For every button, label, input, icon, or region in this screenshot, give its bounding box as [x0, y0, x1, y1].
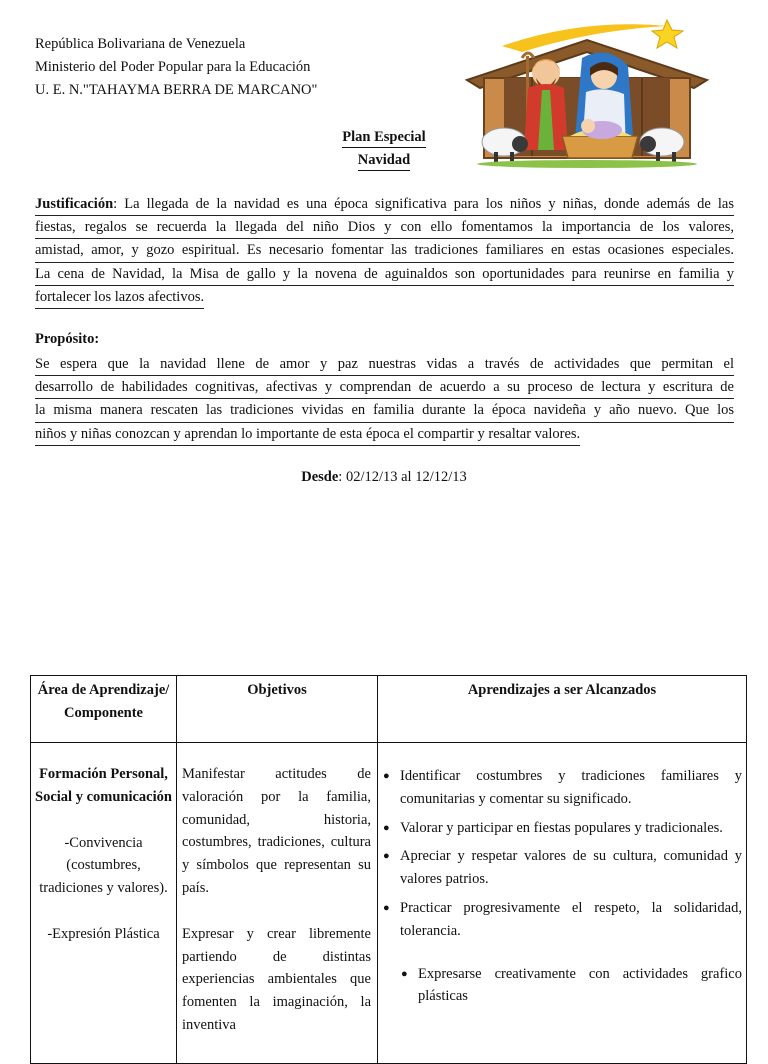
desde-value: 02/12/13 al 12/12/13	[342, 469, 467, 485]
justificacion-paragraph	[35, 193, 734, 317]
area-cell	[31, 743, 177, 1064]
aprendizajes-list	[382, 765, 742, 1008]
proposito-line-2: desarrollo de habilidades cognitivas, afectivas y comprendan de acuerdo a su proceso de lectura y escritura de	[35, 376, 734, 399]
objetivo-2: Expresar y crear libremente partiendo de distintas experiencias ambientales que fomenten la imaginación, la inventiva	[182, 925, 371, 1033]
aprendizaje-item-5: ● Expresarse creativamente con actividades grafico plásticas	[400, 963, 742, 1009]
objetivos-cell	[177, 743, 378, 1064]
table-row	[31, 743, 747, 1064]
plan-title-line: Plan Especial	[342, 127, 425, 148]
proposito-line-3: la misma manera rescaten las tradiciones vividas en familia durante la época navideña y año nuevo. Que los	[35, 399, 734, 422]
aprendizaje-item-1: ● Identificar costumbres y tradiciones familiares y comunitarias y comentar su significado.	[382, 765, 742, 811]
proposito-paragraph	[35, 353, 734, 454]
objetivo-1: Manifestar actitudes de valoración por la familia, comunidad, historia, costumbres, tradiciones, cultura y símbolos que representan su país.	[182, 766, 371, 896]
justificacion-text-1: : La llegada de la navidad es una época significativa para los niños y niñas, donde además de las	[113, 196, 734, 212]
justificacion-line-2: fiestas, regalos se recuerda la llegada del niño Dios y con ello fomentamos la importancia de los valores,	[35, 216, 734, 239]
justificacion-label: Justificación	[35, 196, 114, 212]
plan-title	[325, 126, 443, 172]
aprendizajes-cell	[378, 743, 747, 1064]
proposito-line-4: niños y niñas conozcan y aprendan lo importante de esta época el compartir y resaltar valores.	[35, 423, 580, 446]
proposito-label: Propósito	[35, 331, 95, 347]
justificacion-line-4: La cena de Navidad, la Misa de gallo y la novena de aguinaldos son oportunidades para reunirse en familia y	[35, 263, 734, 286]
aprendizaje-item-2: ● Valorar y participar en fiestas populares y tradicionales.	[382, 817, 742, 840]
table-header-row	[31, 676, 747, 743]
desde-label: Desde	[301, 469, 339, 485]
header-area: Área de Aprendizaje/ Componente	[31, 676, 177, 743]
justificacion-line-3: amistad, amor, y gozo espiritual. Es necesario fomentar las tradiciones familiares en estas ocasiones especiales.	[35, 239, 734, 262]
aprendizaje-item-3: ● Apreciar y respetar valores de su cultura, comunidad y valores patrios.	[382, 845, 742, 891]
school-header	[35, 33, 317, 102]
area-item-convivencia: -Convivencia (costumbres, tradiciones y valores).	[39, 834, 168, 897]
justificacion-line-5: fortalecer los lazos afectivos.	[35, 286, 204, 309]
plan-subtitle-line: Navidad	[358, 150, 410, 171]
proposito-heading: Propósito:	[35, 331, 100, 347]
plan-table	[30, 675, 747, 1064]
header-aprendizajes: Aprendizajes a ser Alcanzados	[378, 676, 747, 743]
header-line-2: Ministerio del Poder Popular para la Educación	[35, 59, 311, 75]
header-line-3: U. E. N."TAHAYMA BERRA DE MARCANO"	[35, 82, 318, 98]
aprendizaje-item-4: ● Practicar progresivamente el respeto, la solidaridad, tolerancia.	[382, 897, 742, 943]
proposito-line-1: Se espera que la navidad llene de amor y paz nuestras vidas a través de actividades que permitan el	[35, 353, 734, 376]
header-objetivos: Objetivos	[177, 676, 378, 743]
date-range: Desde: 02/12/13 al 12/12/13	[301, 469, 467, 485]
area-title: Formación Personal, Social y comunicación	[35, 766, 172, 805]
justificacion-line-1	[35, 193, 734, 216]
area-item-expresion: -Expresión Plástica	[47, 925, 160, 942]
header-line-1: República Bolivariana de Venezuela	[35, 36, 246, 52]
nativity-illustration	[462, 18, 712, 168]
